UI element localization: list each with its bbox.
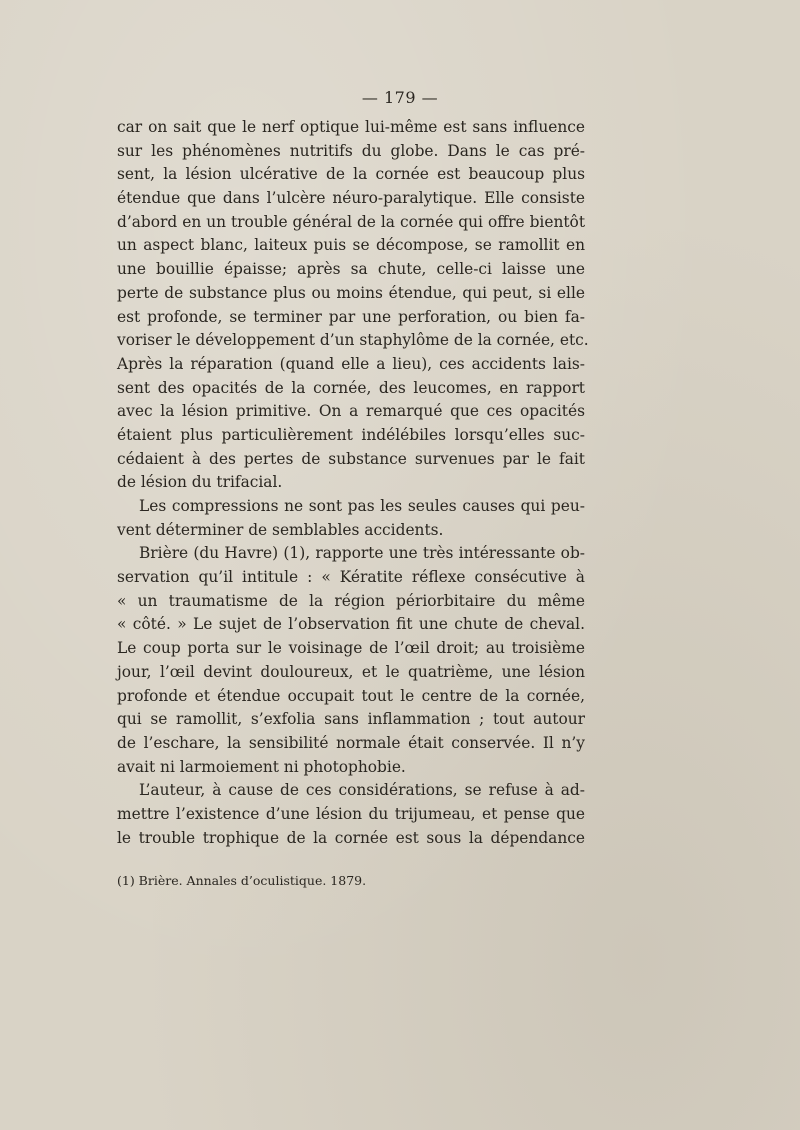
- text-line: Brière (du Havre) (1), rapporte une très intéressante ob-: [139, 544, 585, 563]
- page-number: — 179 —: [361, 88, 439, 107]
- text-line: étaient plus particulièrement indélébiles lorsqu’elles suc-: [117, 425, 585, 444]
- text-line: « un traumatisme de la région périorbitaire du même: [117, 591, 585, 610]
- footnote: (1) Brière. Annales d’oculistique. 1879.: [117, 873, 367, 888]
- text-line: le trouble trophique de la cornée est sous la dépendance: [117, 828, 585, 847]
- text-line: qui se ramollit, s’exfolia sans inflammation ; tout autour: [117, 710, 585, 729]
- text-line: Après la réparation (quand elle a lieu), ces accidents lais-: [117, 354, 585, 373]
- text-line: profonde et étendue occupait tout le centre de la cornée,: [117, 686, 585, 705]
- text-line: servation qu’il intitule : « Kératite réflexe consécutive à: [117, 568, 585, 587]
- text-line: de lésion du trifacial.: [117, 473, 283, 492]
- text-line: avait ni larmoiement ni photophobie.: [117, 757, 406, 776]
- text-line: perte de substance plus ou moins étendue, qui peut, si elle: [117, 283, 585, 302]
- text-line: « côté. » Le sujet de l’observation fit une chute de cheval.: [117, 615, 585, 634]
- text-line: sur les phénomènes nutritifs du globe. Dans le cas pré-: [117, 141, 585, 160]
- text-line: sent des opacités de la cornée, des leucomes, en rapport: [117, 378, 585, 397]
- text-line: d’abord en un trouble général de la cornée qui offre bientôt: [117, 212, 585, 231]
- text-line: Le coup porta sur le voisinage de l’œil droit; au troisième: [117, 639, 585, 658]
- text-line: voriser le développement d’un staphylôme de la cornée, etc.: [117, 331, 589, 350]
- text-line: Les compressions ne sont pas les seules causes qui peu-: [139, 497, 585, 515]
- text-line: jour, l’œil devint douloureux, et le quatrième, une lésion: [117, 662, 585, 681]
- text-line: mettre l’existence d’une lésion du trijumeau, et pense que: [117, 804, 585, 823]
- text-line: cédaient à des pertes de substance survenues par le fait: [117, 449, 585, 468]
- text-line: car on sait que le nerf optique lui-même est sans influence: [117, 118, 585, 136]
- text-line: L’auteur, à cause de ces considérations, se refuse à ad-: [139, 781, 585, 800]
- text-line: vent déterminer de semblables accidents.: [117, 520, 444, 539]
- text-line: une bouillie épaisse; après sa chute, celle-ci laisse une: [117, 260, 585, 279]
- text-line: un aspect blanc, laiteux puis se décompose, se ramollit en: [117, 236, 585, 255]
- text-line: de l’eschare, la sensibilité normale était conservée. Il n’y: [117, 733, 585, 752]
- text-line: avec la lésion primitive. On a remarqué que ces opacités: [117, 402, 585, 421]
- text-line: est profonde, se terminer par une perforation, ou bien fa-: [117, 307, 585, 326]
- body-text: [117, 116, 589, 850]
- text-line: étendue que dans l’ulcère néuro-paralytique. Elle consiste: [117, 189, 585, 208]
- text-line: sent, la lésion ulcérative de la cornée est beaucoup plus: [117, 165, 585, 184]
